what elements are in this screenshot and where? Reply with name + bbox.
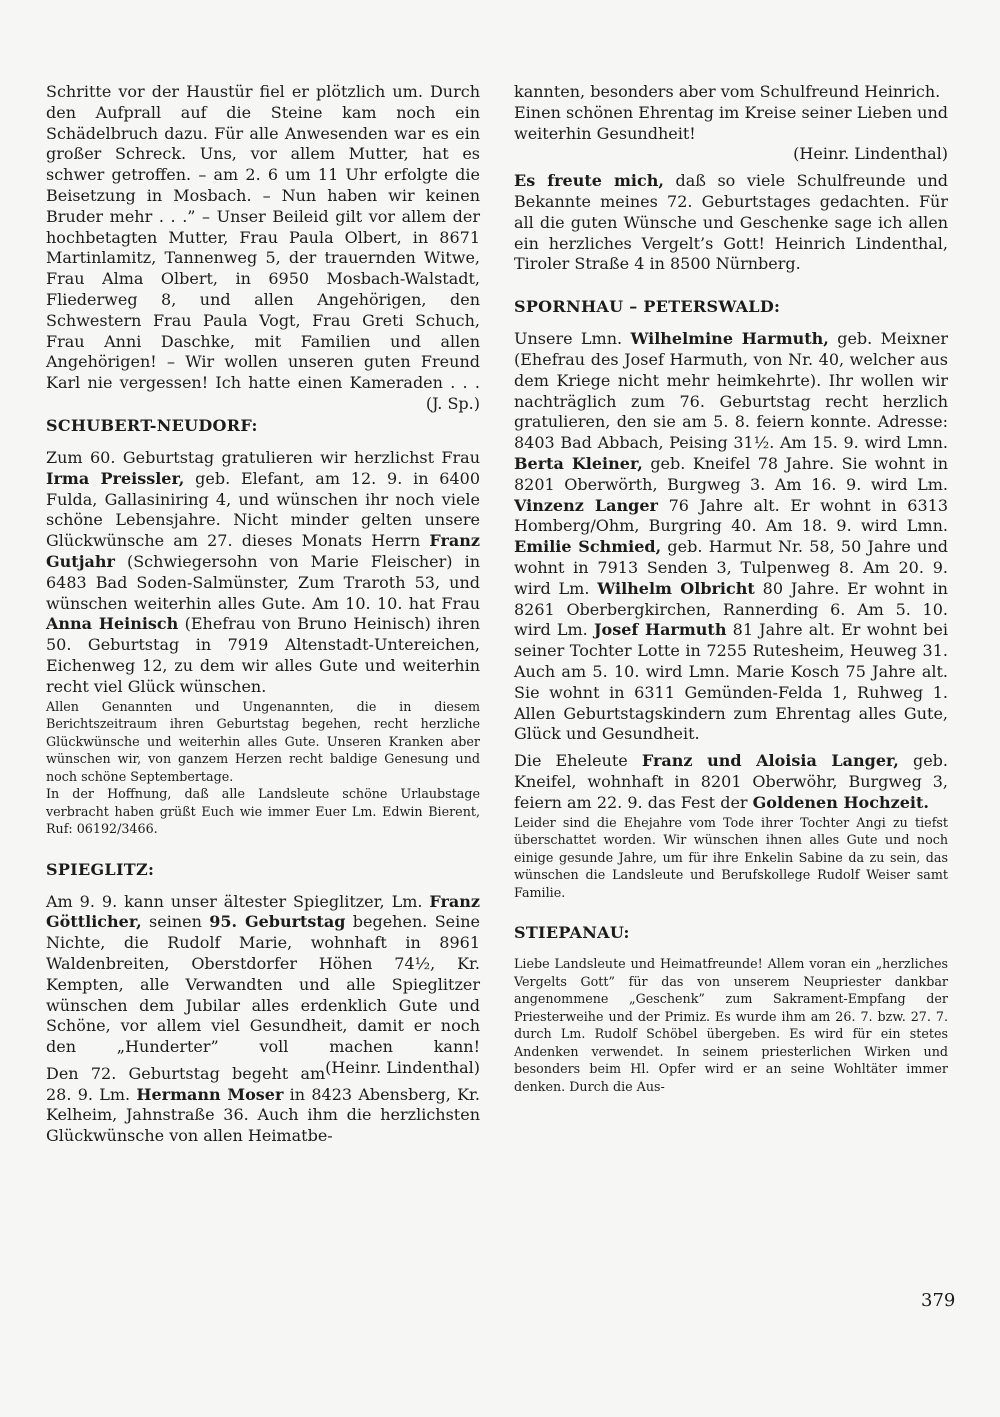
paragraph: Leider sind die Ehejahre vom Tode ihrer Tochter Angi zu tiefst überschattet worden. Wir wünschen ihnen alles Gute und noch einige gesunde Jahre, um für ihre Enkelin Sabine da zu sein, das wünschen die Landsleute und Berufskollege Rudolf Weiser samt Familie. [514,814,948,900]
emphasis: 95. Geburtstag [209,912,346,932]
person-name: Franz und Aloisia Langer, [641,751,899,771]
paragraph: Zum 60. Geburtstag gratulieren wir herzlichst Frau Irma Preissler, geb. Elefant, am 12. 9. in 6400 Fulda, Gallasiniring 4, und wünschen ihr noch viele schöne Lebensjahre. Nicht minder gelten unsere Glückwünsche am 27. dieses Monats Herrn Franz Gutjahr (Schwiegersohn von Marie Fleischer) in 6483 Bad Soden-Salmünster, Zum Traroth 53, und wünschen weiterhin alles Gute. Am 10. 10. hat Frau Anna Heinisch (Ehefrau von Bruno Heinisch) ihren 50. Geburtstag in 7919 Altenstadt-Untereichen, Eichenweg 12, zu dem wir alles Gute und weiterhin recht viel Glück wünschen. [46,447,481,696]
paragraph: In der Hoffnung, daß alle Landsleute schöne Urlaubstage verbracht haben grüßt Euch wie immer Euer Lm. Edwin Bierent, Ruf: 06192/3466. [46,786,480,837]
person-name: Emilie Schmied, [514,537,662,557]
emphasis: Es freute mich, [514,171,664,191]
section-heading-schubert-neudorf: SCHUBERT-NEUDORF: [46,415,258,435]
person-name: Irma Preissler, [46,468,185,488]
left-column [46,82,480,1147]
person-name: Anna Heinisch [46,614,179,634]
paragraph: Schritte vor der Haustür fiel er plötzlich um. Durch den Aufprall auf die Steine kam noch ein Schädelbruch dazu. Für alle Anwesenden war es ein großer Schreck. Uns, vor allem Mutter, hat es schwer getroffen. – am 2. 6 um 11 Uhr erfolgte die Beisetzung in Mosbach. – Nun haben wir keinen Bruder mehr . . .” – Unser Beileid gilt vor allem der hochbetagten Mutter, Frau Paula Olbert, in 8671 Martinlamitz, Tannenweg 5, der trauernden Witwe, Frau Alma Olbert, in 6950 Mosbach-Walstadt, Fliederweg 8, und allen Angehörigen, den Schwestern Frau Paula Vogt, Frau Greti Schuch, Frau Anni Daschke, mit Familien und allen Angehörigen! – Wir wollen unseren guten Freund Karl nie vergessen! Ich hatte einen Kameraden . . . (J. Sp.) [46,82,480,413]
right-column [514,82,948,1095]
emphasis: Goldenen Hochzeit. [752,792,929,812]
person-name: Hermann Moser [136,1084,284,1104]
paragraph: Liebe Landsleute und Heimatfreunde! Allem voran ein „herzliches Vergelts Gott” für das von unserem Neupriester dankbar angenommene „Geschenk” zum Sakrament-Empfang der Priesterweihe und der Primiz. Es wurde ihm am 26. 7. bzw. 27. 7. durch Lm. Rudolf Schöbel übergeben. Es wird für ein stetes Andenken verwendet. In seinem priesterlichen Wirken und besonders beim Hl. Opfer wird er an seine Wohltäter immer denken. Durch die Aus- [514,956,948,1094]
person-name: Josef Harmuth [593,620,727,640]
paragraph: Die Eheleute Franz und Aloisia Langer, geb. Kneifel, wohnhaft in 8201 Oberwöhr, Burgweg 3, feiern am 22. 9. das Fest der Goldenen Hochzeit. [514,751,949,812]
paragraph: Allen Genannten und Ungenannten, die in diesem Berichtszeitraum ihren Geburtstag begehen, recht herzliche Glückwünsche und weiterhin alles Gute. Unseren Kranken aber wünschen wir, von ganzem Herzen recht baldige Genesung und noch schöne Septembertage. [46,698,480,784]
section-heading-spornhau-peterswald: SPORNHAU – PETERSWALD: [514,297,781,317]
person-name: Vinzenz Langer [514,495,658,515]
signature: (Heinr. Lindenthal) [325,1057,480,1077]
person-name: Franz Gutjahr [46,531,480,571]
paragraph: Unsere Lmn. Wilhelmine Harmuth, geb. Meixner (Ehefrau des Josef Harmuth, von Nr. 40, welcher aus dem Kriege nicht mehr heimkehrte). Ihr wollen wir nachträglich zum 76. Geburtstag recht herzlich gratulieren, den sie am 5. 8. feiern konnte. Adresse: 8403 Bad Abbach, Peising 31½. Am 15. 9. wird Lmn. Berta Kleiner, geb. Kneifel 78 Jahre. Sie wohnt in 8201 Oberwörth, Burgweg 3. Am 16. 9. wird Lm. Vinzenz Langer 76 Jahre alt. Er wohnt in 6313 Homberg/Ohm, Burgring 40. Am 18. 9. wird Lmn. Emilie Schmied, geb. Harmut Nr. 58, 50 Jahre und wohnt in 7913 Senden 3, Tulpenweg 8. Am 20. 9. wird Lm. Wilhelm Olbricht 80 Jahre. Er wohnt in 8261 Oberbergkirchen, Rannerding 6. Am 5. 10. wird Lm. Josef Harmuth 81 Jahre alt. Er wohnt bei seiner Tochter Lotte in 7255 Rutesheim, Heuweg 31. Auch am 5. 10. wird Lmn. Marie Kosch 75 Jahre alt. Sie wohnt in 6311 Gemünden-Felda 1, Ruhweg 1. Allen Geburtstagskindern zum Ehrentag alles Gute, Glück und Gesundheit. [514,329,949,744]
person-name: Franz Göttlicher, [46,891,480,932]
signature: (Heinr. Lindenthal) [793,144,948,164]
paragraph: Einen schönen Ehrentag im Kreise seiner Lieben und weiterhin Gesundheit! [514,102,948,143]
paragraph: Am 9. 9. kann unser ältester Spieglitzer, Lm. Franz Göttlicher, seinen 95. Geburtstag begehen. Seine Nichte, die Rudolf Marie, wohnhaft in 8961 Waldenbreiten, Oberstdorfer Höhen 74½, Kr. Kempten, alle Verwandten und alle Spieglitzer wünschen dem Jubilar alles erdenklich Gute und Schöne, vor allem viel Gesundheit, damit er noch den „Hunderter” voll machen kann! (Heinr. Lindenthal) [46,891,481,1077]
section-heading-stiepanau: STIEPANAU: [514,923,630,942]
section-heading-spieglitz: SPIEGLITZ: [46,859,155,879]
person-name: Wilhelmine Harmuth, [630,329,829,349]
person-name: Wilhelm Olbricht [597,578,755,598]
signature: (J. Sp.) [425,393,480,413]
paragraph: Den 72. Geburtstag begeht am 28. 9. Lm. Hermann Moser in 8423 Abensberg, Kr. Kelheim, Jahnstraße 36. Auch ihm die herzlichsten Glückwünsche von allen Heimatbe- [46,1063,480,1146]
person-name: Berta Kleiner, [514,453,643,473]
paragraph: kannten, besonders aber vom Schulfreund Heinrich. [514,82,941,101]
paragraph: Es freute mich, daß so viele Schulfreunde und Bekannte meines 72. Geburtstages gedachten. Für all die guten Wünsche und Geschenke sage ich allen ein herzliches Vergelt’s Gott! Heinrich Lindenthal, Tiroler Straße 4 in 8500 Nürnberg. [514,171,948,274]
page-number: 379 [921,1290,956,1311]
